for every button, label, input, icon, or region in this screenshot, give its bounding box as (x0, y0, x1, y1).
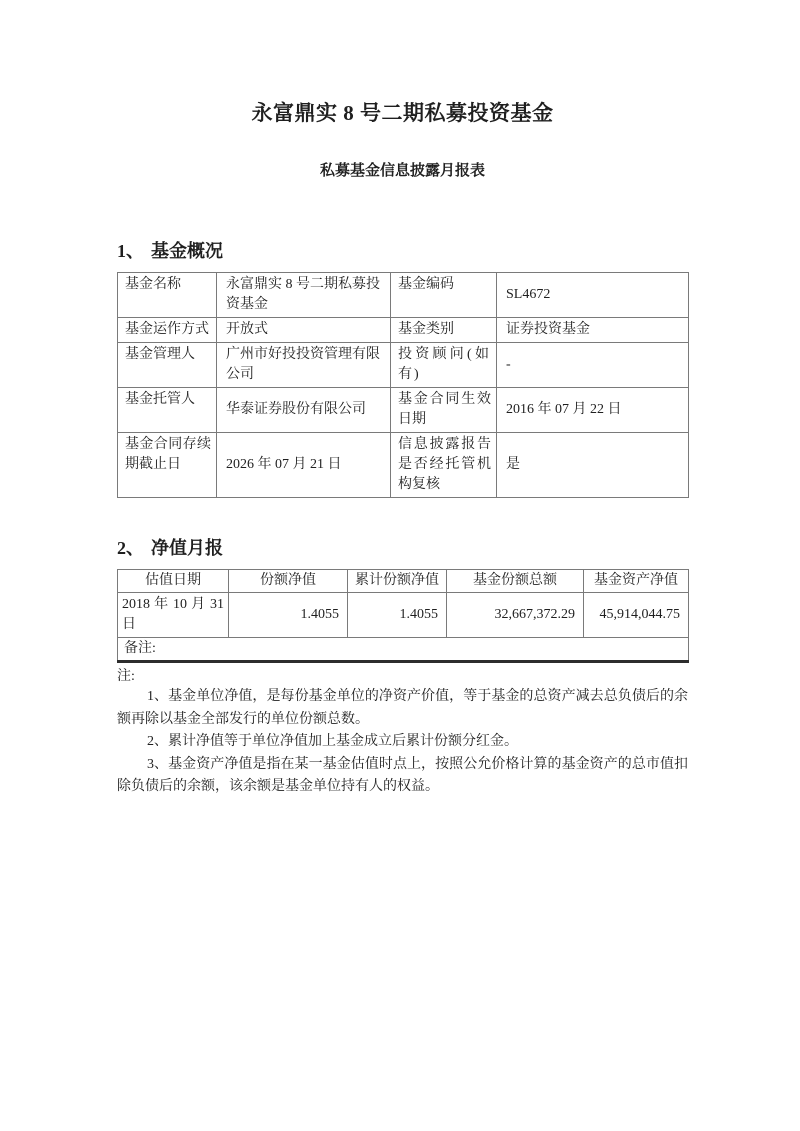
nav-per-share-header: 份额净值 (229, 570, 348, 593)
remark-label: 备注: (118, 638, 689, 662)
contract-expiry-date-label: 基金合同存续期截止日 (118, 433, 217, 498)
disclosure-review-label: 信息披露报告是否经托管机构复核 (391, 433, 497, 498)
section-2-heading (117, 537, 688, 559)
cumulative-nav-cell: 1.4055 (348, 593, 447, 638)
fund-category-value: 证券投资基金 (497, 318, 689, 343)
net-assets-cell: 45,914,044.75 (584, 593, 689, 638)
table-row (118, 388, 689, 433)
fund-manager-value: 广州市好投投资管理有限公司 (217, 343, 391, 388)
investment-advisor-label: 投资顾问(如有) (391, 343, 497, 388)
note-item-3: 3、基金资产净值是指在某一基金估值时点上，按照公允价格计算的基金资产的总市值扣除负债后的余额，该余额是基金单位持有人的权益。 (117, 756, 688, 794)
section-1-heading (117, 240, 688, 262)
valuation-date-cell: 2018 年 10 月 31 日 (118, 593, 229, 638)
document-content (117, 0, 688, 799)
notes-section (117, 667, 688, 799)
fund-manager-label: 基金管理人 (118, 343, 217, 388)
net-assets-header: 基金资产净值 (584, 570, 689, 593)
nav-per-share-cell: 1.4055 (229, 593, 348, 638)
fund-code-value: SL4672 (497, 273, 689, 318)
contract-expiry-date-value: 2026 年 07 月 21 日 (217, 433, 391, 498)
operation-mode-label: 基金运作方式 (118, 318, 217, 343)
fund-category-label: 基金类别 (391, 318, 497, 343)
custodian-value: 华泰证券股份有限公司 (217, 388, 391, 433)
valuation-date-header: 估值日期 (118, 570, 229, 593)
contract-effective-date-label: 基金合同生效日期 (391, 388, 497, 433)
fund-code-label: 基金编码 (391, 273, 497, 318)
table-row (118, 273, 689, 318)
document-subtitle: 私募基金信息披露月报表 (319, 163, 485, 179)
total-shares-cell: 32,667,372.29 (447, 593, 584, 638)
table-row (118, 318, 689, 343)
disclosure-review-value: 是 (497, 433, 689, 498)
section-1-title: 基金概况 (151, 241, 223, 261)
remark-row (118, 638, 689, 662)
section-1-number: 1、 (117, 241, 144, 261)
note-item-1: 1、基金单位净值，是每份基金单位的净资产价值，等于基金的总资产减去总负债后的余额再除以基金全部发行的单位份额总数。 (117, 689, 688, 727)
fund-overview-table (117, 272, 689, 498)
total-shares-header: 基金份额总额 (447, 570, 584, 593)
note-item-2: 2、累计净值等于单位净值加上基金成立后累计份额分红金。 (147, 734, 518, 749)
contract-effective-date-value: 2016 年 07 月 22 日 (497, 388, 689, 433)
table-row (118, 343, 689, 388)
operation-mode-value: 开放式 (217, 318, 391, 343)
section-2-number: 2、 (117, 538, 144, 558)
fund-name-value: 永富鼎实 8 号二期私募投资基金 (217, 273, 391, 318)
fund-name-label: 基金名称 (118, 273, 217, 318)
table-header-row (118, 570, 689, 593)
notes-label: 注: (117, 669, 135, 684)
document-title: 永富鼎实 8 号二期私募投资基金 (251, 101, 554, 125)
cumulative-nav-header: 累计份额净值 (348, 570, 447, 593)
table-row (118, 593, 689, 638)
custodian-label: 基金托管人 (118, 388, 217, 433)
section-2-title: 净值月报 (151, 538, 223, 558)
investment-advisor-value: - (497, 343, 689, 388)
table-row (118, 433, 689, 498)
nav-monthly-table (117, 569, 689, 663)
